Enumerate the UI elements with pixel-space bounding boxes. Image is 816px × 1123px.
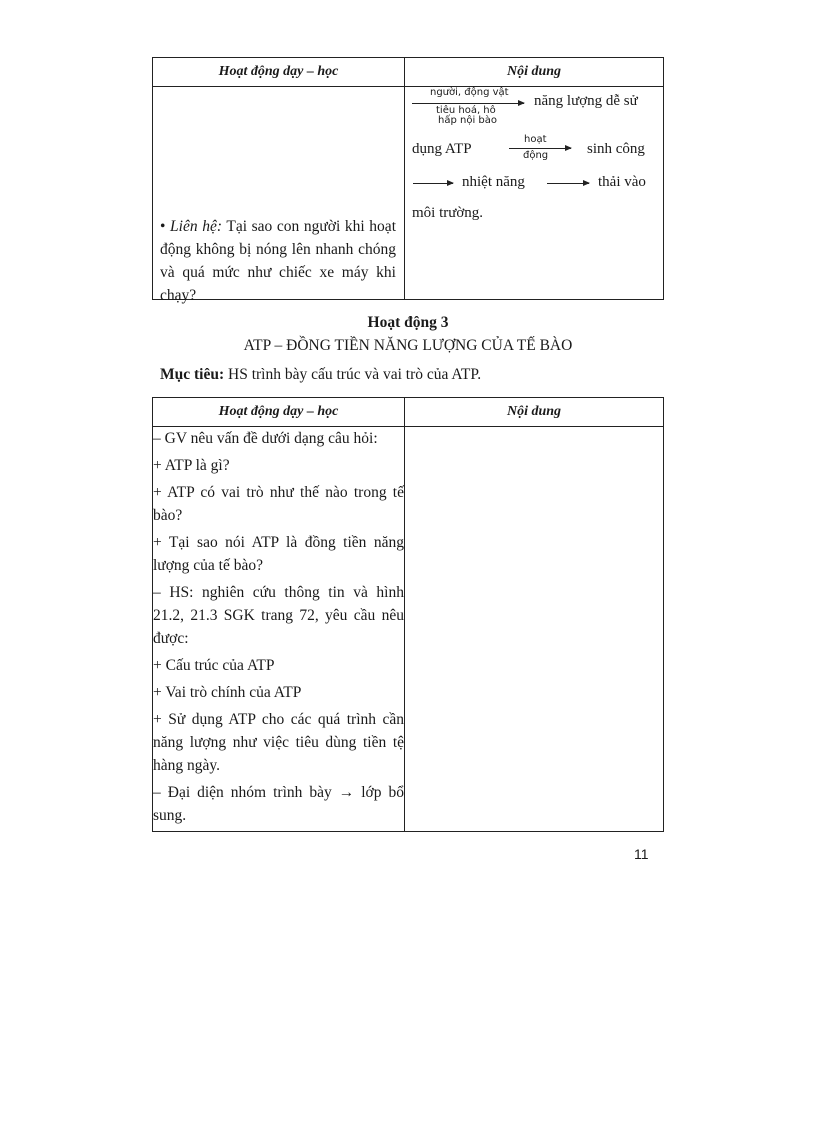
table2-line: + Sử dụng ATP cho các quá trình cần năng lượng như việc tiêu dùng tiền tệ hàng ngày. — [153, 711, 404, 774]
arrow1-top-label: người, động vật — [430, 87, 509, 98]
objective-text: HS trình bày cấu trúc và vai trò của ATP. — [228, 366, 482, 383]
arrow2 — [509, 148, 571, 149]
line4-text: môi trường. — [412, 205, 484, 221]
line1-text: năng lượng dễ sử — [534, 93, 638, 109]
arrow2-bottom-label: động — [523, 150, 549, 161]
arrow4 — [547, 183, 589, 184]
objective-label: Mục tiêu: — [160, 366, 225, 383]
table2-line: – GV nêu vấn đề dưới dạng câu hỏi: — [153, 430, 378, 447]
table2-line: – HS: nghiên cứu thông tin và hình 21.2, 21.3 SGK trang 72, yêu cầu nêu được: — [153, 584, 404, 647]
section-subtitle: ATP – ĐỒNG TIỀN NĂNG LƯỢNG CỦA TẾ BÀO — [243, 337, 573, 354]
arrow2-top-label: hoạt — [524, 134, 547, 145]
table2-header-right: Nội dung — [405, 398, 664, 427]
table1-header-right: Nội dung — [405, 58, 664, 87]
table2-line: + Cấu trúc của ATP — [153, 657, 275, 674]
page-number: 11 — [634, 846, 649, 862]
activity-table-2 — [152, 397, 664, 832]
table2-header-left: Hoạt động dạy – học — [153, 398, 405, 427]
lien-he-label: Liên hệ: — [170, 218, 223, 235]
table1-header-left: Hoạt động dạy – học — [153, 58, 405, 87]
lien-he-text: Tại sao con người khi hoạt động không bị nóng lên nhanh chóng và quá mức như chiếc xe máy khi chạy? — [160, 218, 396, 304]
section-title: Hoạt động 3 — [367, 314, 449, 331]
line3-text-1: nhiệt năng — [462, 174, 525, 190]
objective-line — [160, 366, 481, 384]
table2-line: + Tại sao nói ATP là đồng tiền năng lượng của tế bào? — [153, 534, 404, 574]
line2-left: dụng ATP — [412, 141, 472, 157]
table1-right-cell — [405, 87, 664, 300]
table2-line: + ATP có vai trò như thế nào trong tế bào? — [153, 484, 404, 524]
arrow3 — [413, 183, 453, 184]
table2-line: + Vai trò chính của ATP — [153, 684, 302, 701]
arrow1-bottom-label-1: tiêu hoá, hô — [436, 105, 496, 116]
line2-right: sinh công — [587, 141, 645, 157]
table2-right-cell — [405, 427, 664, 832]
arrow1 — [412, 103, 524, 104]
table2-left-cell — [153, 427, 405, 832]
table2-line: – Đại diện nhóm trình bày → lớp bổ sung. — [153, 784, 404, 824]
lien-he-paragraph: • Liên hệ: Tại sao con người khi hoạt động không bị nóng lên nhanh chóng và quá mức như chiếc xe máy khi chạy? — [160, 218, 396, 304]
line3-text-2: thải vào — [598, 174, 646, 190]
arrow1-bottom-label-2: hấp nội bào — [438, 115, 497, 126]
table2-line: + ATP là gì? — [153, 457, 230, 474]
